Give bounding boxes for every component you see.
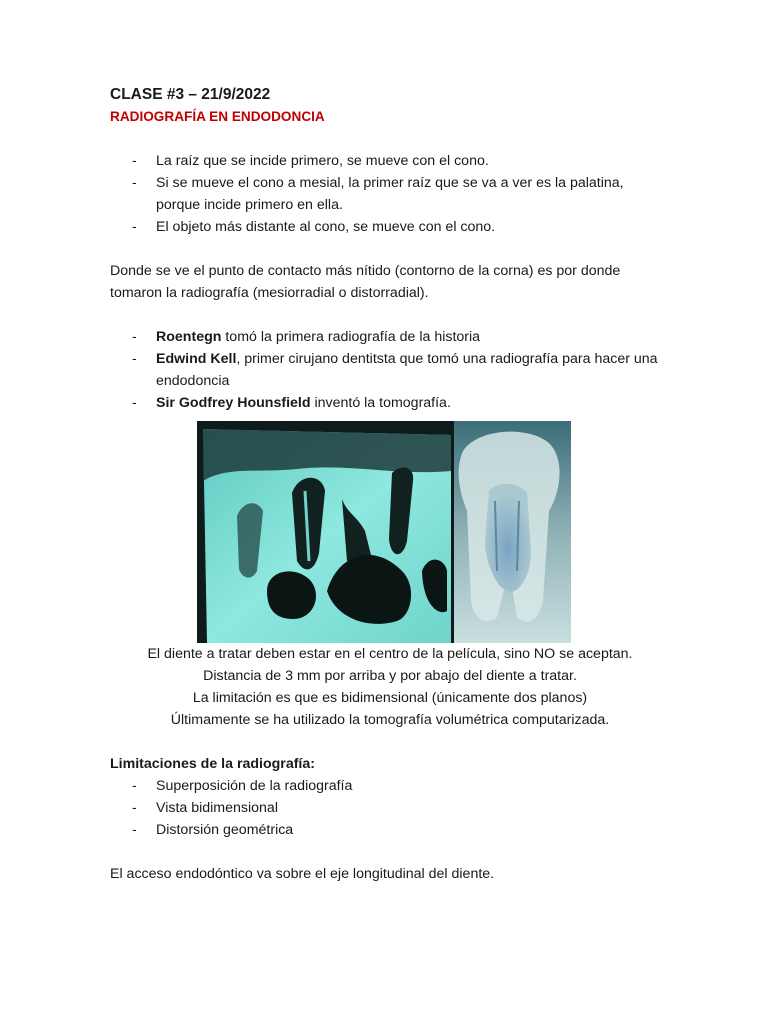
list-item bbox=[110, 348, 670, 392]
limitations-list bbox=[110, 775, 670, 841]
list-item bbox=[110, 326, 670, 348]
person-description: tomó la primera radiografía de la historia bbox=[221, 329, 481, 345]
radiograph-figure bbox=[197, 421, 571, 643]
note-line: La limitación es que es bidimensional (únicamente dos planos) bbox=[192, 690, 588, 706]
figure-notes bbox=[90, 643, 690, 731]
section-subtitle: RADIOGRAFÍA EN ENDODONCIA bbox=[110, 109, 325, 124]
list-item: - Si se mueve el cono a mesial, la primer raíz que se va a ver es la palatina, porque incide primero en ella. bbox=[110, 172, 670, 216]
list-item: - Distorsión geométrica bbox=[110, 819, 670, 841]
note-line: Últimamente se ha utilizado la tomografía volumétrica computarizada. bbox=[170, 712, 610, 728]
note-line: Distancia de 3 mm por arriba y por abajo del diente a tratar. bbox=[203, 668, 577, 684]
person-name: Sir Godfrey Hounsfield bbox=[156, 395, 311, 411]
rules-list bbox=[110, 150, 670, 238]
list-item: - Superposición de la radiografía bbox=[110, 775, 670, 797]
closing-paragraph: El acceso endodóntico va sobre el eje longitudinal del diente. bbox=[110, 866, 495, 882]
list-item: - Vista bidimensional bbox=[110, 797, 670, 819]
person-name: Edwind Kell bbox=[156, 351, 237, 367]
limitations-heading: Limitaciones de la radiografía: bbox=[110, 756, 315, 772]
person-description: inventó la tomografía. bbox=[310, 395, 451, 411]
person-name: Roentegn bbox=[156, 329, 222, 345]
list-item: - La raíz que se incide primero, se mueve con el cono. bbox=[110, 150, 670, 172]
contact-paragraph: Donde se ve el punto de contacto más nítido (contorno de la corna) es por donde tomaron la radiografía (mesiorradial o distorradial). bbox=[110, 263, 621, 301]
person-description: , primer cirujano dentitsta que tomó una radiografía para hacer una endodoncia bbox=[156, 351, 658, 389]
list-item: - El objeto más distante al cono, se mueve con el cono. bbox=[110, 216, 670, 238]
history-list bbox=[110, 326, 670, 414]
list-item bbox=[110, 392, 670, 414]
radiograph-image bbox=[197, 421, 571, 643]
class-title: CLASE #3 – 21/9/2022 bbox=[110, 86, 271, 103]
document-content bbox=[110, 84, 670, 885]
note-line: El diente a tratar deben estar en el centro de la película, sino NO se aceptan. bbox=[147, 646, 633, 662]
